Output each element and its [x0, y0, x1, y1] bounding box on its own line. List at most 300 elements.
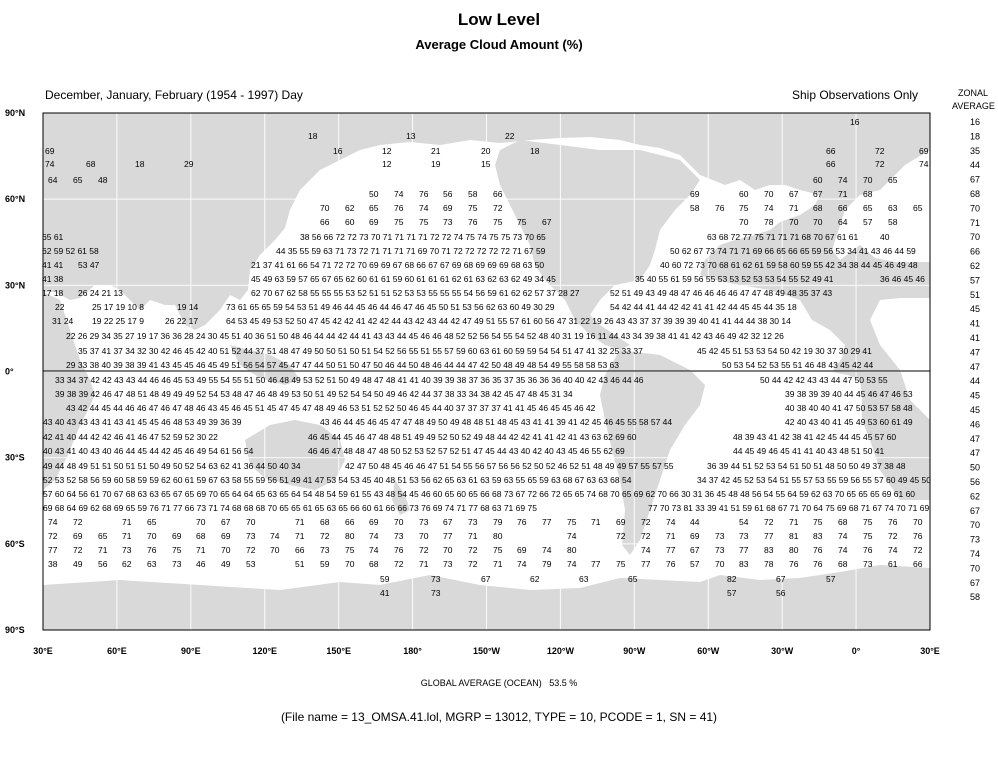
cloud-value: 49 [73, 559, 83, 569]
cloud-value: 40 38 40 40 41 47 50 53 57 58 48 [785, 403, 913, 413]
zonal-average-value: 45 [969, 390, 981, 401]
cloud-value: 57 60 64 56 61 70 67 68 63 63 65 67 65 69 70 65 64 64 65 63 65 64 54 48 54 59 61 55 43 48 54 45 46 60 65 60 65 66 68 73 67 72 66 72 65 65 74 68 70 65 69 62 70 66 30 31 36 45 48 48 56 54 55 64 59 62 63 70 65 65 65 69 61 60 [43, 489, 916, 499]
cloud-value: 43 42 44 45 44 46 46 47 46 47 48 46 43 45 46 45 51 45 47 45 47 48 49 46 53 51 52 52 50 46 45 44 40 37 37 37 37 41 41 45 46 45 45 46 42 [66, 403, 596, 413]
cloud-value: 70 [764, 189, 774, 199]
cloud-value: 76 [517, 517, 527, 527]
cloud-value: 58 [690, 203, 700, 213]
chart-subtitle: Average Cloud Amount (%) [415, 37, 583, 52]
cloud-value: 29 33 38 40 39 38 39 41 43 45 45 46 45 49 51 56 54 57 45 47 47 44 50 51 50 47 50 46 44 50 48 46 44 44 47 42 50 48 49 48 54 49 55 58 58 53 63 [66, 360, 619, 370]
cloud-value: 39 38 39 42 46 47 48 51 48 49 49 49 52 54 53 48 47 46 48 49 53 50 51 49 52 54 54 50 49 46 42 44 37 38 33 34 38 42 45 47 48 45 31 34 [55, 389, 573, 399]
cloud-value: 75 [493, 545, 503, 555]
cloud-value: 62 [530, 574, 540, 584]
cloud-value: 22 26 29 34 35 27 19 17 36 36 28 24 30 45 51 40 36 51 50 48 46 44 44 42 44 41 43 43 44 45 46 46 48 52 52 56 54 55 54 52 48 40 31 19 16 11 44 43 34 39 38 41 41 42 43 46 49 42 32 12 26 [66, 331, 784, 341]
cloud-value: 71 [196, 545, 206, 555]
file-info: (File name = 13_OMSA.41.lol, MGRP = 13012, TYPE = 10, PCODE = 1, SN = 41) [280, 710, 718, 724]
cloud-value: 54 42 44 41 44 42 42 41 41 42 44 45 45 44 35 18 [610, 302, 797, 312]
cloud-value: 70 [270, 545, 280, 555]
zonal-heading-2: AVERAGE [952, 101, 995, 111]
cloud-value: 36 46 45 46 [880, 274, 925, 284]
cloud-value: 71 [295, 531, 305, 541]
cloud-value: 31 24 [52, 316, 74, 326]
cloud-value: 64 [838, 217, 848, 227]
cloud-value: 75 [468, 203, 478, 213]
cloud-value: 15 [481, 159, 491, 169]
cloud-value: 71 [789, 203, 799, 213]
cloud-value: 71 [98, 545, 108, 555]
zonal-average-value: 67 [969, 505, 981, 516]
cloud-value: 68 [813, 203, 823, 213]
zonal-average-value: 44 [969, 160, 981, 171]
zonal-average-value: 73 [969, 534, 981, 545]
cloud-value: 70 [320, 203, 330, 213]
cloud-value: 29 [184, 159, 194, 169]
zonal-average-value: 16 [969, 117, 981, 127]
cloud-value: 77 [641, 559, 651, 569]
cloud-value: 21 [431, 146, 441, 156]
cloud-value: 45 42 45 51 53 53 54 50 42 19 30 37 30 29 41 [697, 346, 872, 356]
cloud-value: 74 [270, 531, 280, 541]
cloud-value: 76 [863, 545, 873, 555]
zonal-average-value: 18 [969, 131, 981, 142]
cloud-value: 65 [628, 574, 638, 584]
cloud-value: 70 [813, 217, 823, 227]
cloud-value: 42 40 43 40 41 45 49 53 60 61 49 [785, 417, 913, 427]
cloud-value: 22 [505, 131, 515, 141]
cloud-value: 56 [776, 588, 786, 598]
cloud-value: 76 [813, 545, 823, 555]
lon-label: 180° [403, 646, 422, 656]
cloud-value: 43 46 44 45 46 45 47 47 48 49 50 49 48 48 51 48 45 43 41 41 39 41 42 45 46 45 55 58 57 44 [320, 417, 673, 427]
cloud-value: 67 [542, 217, 552, 227]
lon-label: 90°W [623, 646, 646, 656]
lon-label: 120°W [546, 646, 574, 656]
cloud-value: 70 [715, 559, 725, 569]
cloud-value: 68 [863, 189, 873, 199]
cloud-value: 48 39 43 41 42 38 41 42 45 44 45 45 57 60 [733, 432, 897, 442]
cloud-value: 44 45 49 46 45 41 41 40 43 48 51 50 41 [733, 446, 885, 456]
cloud-value: 26 24 21 13 [78, 288, 123, 298]
cloud-value: 62 70 67 62 58 55 55 55 53 52 51 51 52 53 53 55 55 55 54 56 59 61 62 62 57 37 28 27 [251, 288, 580, 298]
cloud-value: 81 [789, 531, 799, 541]
cloud-value: 74 [641, 545, 651, 555]
zonal-average-value: 47 [969, 433, 981, 444]
cloud-value: 40 [880, 232, 890, 242]
lon-label: 60°E [107, 646, 127, 656]
cloud-value: 59 [380, 574, 390, 584]
cloud-value: 68 [369, 559, 379, 569]
cloud-value: 38 [48, 559, 58, 569]
zonal-average-value: 51 [969, 289, 981, 300]
cloud-value: 72 [73, 517, 83, 527]
cloud-value: 74 [838, 531, 848, 541]
cloud-value: 22 [55, 302, 65, 312]
cloud-value: 77 [739, 545, 749, 555]
cloud-value: 72 [73, 545, 83, 555]
cloud-value: 79 [542, 559, 552, 569]
cloud-value: 70 [147, 531, 157, 541]
cloud-value: 72 [394, 559, 404, 569]
cloud-value: 65 [73, 175, 83, 185]
cloud-value: 77 [764, 531, 774, 541]
cloud-value: 69 [517, 545, 527, 555]
zonal-average-value: 67 [969, 174, 981, 185]
zonal-average-value: 70 [969, 563, 981, 574]
cloud-value: 73 [122, 545, 132, 555]
cloud-value: 40 43 41 40 43 40 46 44 45 44 42 45 46 49 54 61 56 54 [43, 446, 254, 456]
cloud-value: 44 [690, 517, 700, 527]
cloud-value: 62 [122, 559, 132, 569]
cloud-value: 76 [789, 559, 799, 569]
cloud-value: 76 [419, 189, 429, 199]
cloud-value: 19 [431, 159, 441, 169]
zonal-average-value: 47 [969, 347, 981, 358]
cloud-value: 75 [419, 217, 429, 227]
cloud-value: 75 [813, 517, 823, 527]
cloud-value: 68 [838, 517, 848, 527]
cloud-value: 42 47 50 48 45 46 46 47 51 54 55 56 57 56 56 52 50 52 46 52 51 48 49 49 57 55 57 55 [345, 461, 674, 471]
cloud-value: 74 [517, 559, 527, 569]
cloud-value: 17 18 [42, 288, 64, 298]
cloud-value: 53 [246, 559, 256, 569]
cloud-value: 70 [739, 217, 749, 227]
zonal-average-value: 47 [969, 448, 981, 459]
cloud-value: 67 [789, 189, 799, 199]
cloud-value: 60 [813, 175, 823, 185]
cloud-value: 64 [48, 175, 58, 185]
lon-label: 30°E [920, 646, 940, 656]
zonal-average-value: 68 [969, 189, 981, 199]
zonal-average-value: 41 [969, 333, 981, 343]
cloud-value: 18 [135, 159, 145, 169]
cloud-value: 19 22 25 17 9 [92, 316, 144, 326]
cloud-value: 38 56 66 72 72 73 70 71 71 71 71 72 72 74 75 74 75 75 73 70 65 [300, 232, 546, 242]
cloud-value: 70 [221, 545, 231, 555]
cloud-value: 75 [394, 217, 404, 227]
cloud-value: 57 [863, 217, 873, 227]
cloud-value: 66 [826, 146, 836, 156]
cloud-value: 77 [666, 545, 676, 555]
cloud-value: 72 [875, 146, 885, 156]
lon-label: 150°W [472, 646, 501, 656]
zonal-average-value: 45 [969, 405, 981, 415]
cloud-value: 63 68 72 77 75 71 71 71 68 70 67 61 61 [707, 232, 859, 242]
cloud-value: 68 [86, 159, 96, 169]
cloud-value: 72 [493, 203, 503, 213]
cloud-value: 57 [727, 588, 737, 598]
cloud-value: 36 39 44 51 52 53 54 51 50 51 48 50 50 49 37 38 48 [707, 461, 906, 471]
cloud-value: 74 [567, 559, 577, 569]
cloud-value: 67 [813, 189, 823, 199]
cloud-value: 65 [888, 175, 898, 185]
lon-label: 30°E [33, 646, 53, 656]
cloud-value: 46 46 47 48 48 47 48 50 52 53 52 57 52 51 47 45 44 43 40 42 40 43 45 46 55 62 69 [308, 446, 625, 456]
zonal-average-value: 70 [969, 203, 981, 214]
cloud-value: 69 [369, 517, 379, 527]
cloud-value: 25 17 19 10 8 [92, 302, 144, 312]
cloud-value: 73 [394, 531, 404, 541]
zonal-average-value: 74 [969, 549, 981, 559]
cloud-value: 70 [863, 175, 873, 185]
cloud-value: 39 38 39 39 40 44 45 46 47 46 53 [785, 389, 913, 399]
cloud-value: 75 [616, 559, 626, 569]
cloud-value: 75 [345, 545, 355, 555]
zonal-average-value: 45 [969, 304, 981, 315]
cloud-value: 41 38 [42, 274, 64, 284]
cloud-value: 63 [579, 574, 589, 584]
cloud-value: 71 [838, 189, 848, 199]
cloud-value: 70 [419, 531, 429, 541]
chart-title: Low Level [457, 10, 541, 29]
cloud-value: 44 35 55 59 63 71 73 72 71 71 71 71 69 70 71 72 72 72 72 72 71 67 59 [276, 246, 546, 256]
cloud-value: 50 44 42 42 43 43 44 47 50 53 55 [760, 375, 888, 385]
cloud-value: 78 [764, 217, 774, 227]
cloud-value: 71 [419, 559, 429, 569]
cloud-value: 51 [295, 559, 305, 569]
cloud-value: 74 [369, 545, 379, 555]
cloud-value: 76 [468, 217, 478, 227]
cloud-value: 72 [419, 545, 429, 555]
cloud-value: 69 [45, 146, 55, 156]
cloud-value: 65 [913, 203, 923, 213]
cloud-value: 71 [122, 517, 132, 527]
cloud-value: 34 37 42 45 52 53 54 51 55 57 53 55 59 56 55 57 60 49 45 50 [697, 475, 931, 485]
cloud-value: 80 [789, 545, 799, 555]
cloud-value: 72 [616, 531, 626, 541]
cloud-value: 73 61 65 65 59 54 53 51 49 46 44 45 46 44 46 47 46 45 50 51 53 56 62 63 60 49 30 29 [226, 302, 555, 312]
cloud-value: 70 [789, 217, 799, 227]
cloud-value: 69 [690, 189, 700, 199]
cloud-value: 63 [888, 203, 898, 213]
cloud-value: 57 [826, 574, 836, 584]
cloud-value: 43 40 43 43 43 41 43 41 45 45 46 48 53 49 39 36 39 [43, 417, 242, 427]
zonal-average-value: 57 [969, 275, 981, 286]
cloud-value: 19 14 [177, 302, 199, 312]
cloud-value: 26 22 17 [165, 316, 199, 326]
cloud-value: 52 53 52 58 56 59 60 58 59 59 62 60 61 59 67 63 58 55 59 56 51 49 41 47 53 54 53 45 40 48 51 53 56 62 65 63 61 63 59 63 55 65 59 63 68 67 63 63 68 54 [43, 475, 632, 485]
cloud-value: 68 [838, 559, 848, 569]
cloud-value: 59 [320, 559, 330, 569]
cloud-value: 78 [764, 559, 774, 569]
cloud-value: 73 [320, 545, 330, 555]
cloud-value: 33 34 37 42 42 43 43 44 46 46 45 53 49 55 54 55 51 50 46 48 49 53 52 51 50 49 48 47 48 41 41 40 39 39 38 37 36 35 37 35 36 36 36 40 40 42 43 46 44 46 [55, 375, 644, 385]
cloud-value: 70 [443, 545, 453, 555]
cloud-value: 50 62 67 73 74 71 71 69 66 65 66 65 59 56 53 34 41 43 46 44 59 [670, 246, 916, 256]
cloud-value: 46 45 44 45 46 47 48 48 51 49 49 52 50 52 49 48 44 42 42 41 41 42 41 43 63 62 69 60 [308, 432, 637, 442]
zonal-average-value: 70 [969, 520, 981, 531]
source-note: Ship Observations Only [792, 88, 919, 102]
cloud-value: 69 [221, 531, 231, 541]
cloud-value: 74 [567, 531, 577, 541]
cloud-value: 49 44 48 49 51 51 50 51 51 50 49 50 52 54 63 62 41 36 44 50 40 34 [43, 461, 301, 471]
cloud-value: 72 [888, 531, 898, 541]
cloud-value: 77 [591, 559, 601, 569]
cloud-value: 73 [715, 531, 725, 541]
cloud-value: 13 [406, 131, 416, 141]
cloud-value: 67 [776, 574, 786, 584]
cloud-value: 66 [838, 203, 848, 213]
cloud-value: 73 [443, 217, 453, 227]
zonal-average-value: 50 [969, 462, 981, 473]
cloud-value: 66 [320, 217, 330, 227]
cloud-value: 49 [221, 559, 231, 569]
zonal-average-value: 41 [969, 318, 981, 329]
cloud-value: 54 [739, 517, 749, 527]
lon-label: 30°W [771, 646, 794, 656]
cloud-value: 83 [813, 531, 823, 541]
cloud-value: 79 [493, 517, 503, 527]
cloud-value: 65 [98, 531, 108, 541]
lat-label: 90°N [5, 108, 26, 118]
cloud-value: 80 [493, 531, 503, 541]
cloud-value: 83 [764, 545, 774, 555]
zonal-average-value: 58 [969, 592, 981, 603]
cloud-value: 56 [443, 189, 453, 199]
cloud-value: 67 [221, 517, 231, 527]
cloud-value: 75 [863, 531, 873, 541]
cloud-value: 73 [715, 545, 725, 555]
cloud-value: 76 [666, 559, 676, 569]
cloud-value: 73 [419, 517, 429, 527]
cloud-value: 69 [443, 203, 453, 213]
cloud-value: 76 [715, 203, 725, 213]
cloud-value: 73 [443, 559, 453, 569]
cloud-value: 60 [739, 189, 749, 199]
zonal-average-value: 44 [969, 376, 981, 387]
cloud-value: 76 [888, 517, 898, 527]
cloud-value: 58 [468, 189, 478, 199]
lat-label: 30°S [5, 452, 25, 463]
cloud-value: 61 [888, 559, 898, 569]
zonal-average-value: 71 [969, 217, 981, 228]
cloud-value: 65 [369, 203, 379, 213]
cloud-value: 71 [122, 531, 132, 541]
cloud-value: 65 [863, 203, 873, 213]
cloud-value: 73 [431, 574, 441, 584]
cloud-value: 72 [764, 517, 774, 527]
cloud-value: 77 [443, 531, 453, 541]
cloud-value: 69 [369, 217, 379, 227]
cloud-value: 69 [690, 531, 700, 541]
cloud-value: 73 [431, 588, 441, 598]
cloud-value: 73 [246, 531, 256, 541]
cloud-value: 73 [739, 531, 749, 541]
cloud-value: 71 [789, 517, 799, 527]
cloud-value: 69 68 64 69 62 68 69 65 59 76 71 77 66 73 71 74 68 68 68 70 65 65 61 65 63 65 66 60 61 66 66 73 76 69 74 71 77 68 63 71 69 75 [43, 503, 537, 513]
cloud-value: 73 [468, 517, 478, 527]
cloud-value: 60 [345, 217, 355, 227]
cloud-value: 46 [196, 559, 206, 569]
cloud-value: 66 [295, 545, 305, 555]
cloud-value: 75 [493, 217, 503, 227]
cloud-value: 74 [48, 517, 58, 527]
cloud-value: 69 [73, 531, 83, 541]
cloud-value: 74 [838, 545, 848, 555]
global-average-label: GLOBAL AVERAGE (OCEAN) [420, 678, 542, 688]
cloud-value: 52 51 49 43 49 48 47 46 46 46 46 47 47 48 49 48 35 37 43 [610, 288, 833, 298]
cloud-value: 72 [641, 531, 651, 541]
cloud-value: 35 37 41 37 34 32 30 42 46 45 42 40 51 52 44 37 51 48 47 49 50 50 51 50 51 54 52 56 55 51 55 57 59 60 63 61 60 59 59 54 54 51 47 41 32 25 33 37 [78, 346, 643, 356]
cloud-value: 67 [443, 517, 453, 527]
cloud-value: 71 [493, 559, 503, 569]
cloud-value: 35 40 55 61 59 56 55 53 53 52 53 53 54 55 52 49 41 [635, 274, 834, 284]
lat-label: 60°S [5, 538, 25, 549]
cloud-value: 74 [666, 517, 676, 527]
cloud-value: 18 [308, 131, 318, 141]
cloud-value: 73 [172, 559, 182, 569]
cloud-value: 80 [567, 545, 577, 555]
cloud-value: 77 70 73 81 33 39 41 51 59 61 68 67 71 70 64 75 69 68 71 67 74 70 71 69 [648, 503, 930, 513]
cloud-value: 75 [863, 517, 873, 527]
cloud-value: 41 [380, 588, 390, 598]
lat-label: 30°N [5, 280, 26, 291]
cloud-value: 72 [875, 159, 885, 169]
cloud-value: 70 [246, 517, 256, 527]
cloud-value: 77 [542, 517, 552, 527]
zonal-average-value: 62 [969, 261, 981, 271]
cloud-value: 42 41 40 44 42 42 46 41 46 47 52 59 52 30 22 [43, 432, 218, 442]
cloud-value: 72 [468, 559, 478, 569]
cloud-value: 18 [530, 146, 540, 156]
cloud-value: 83 [739, 559, 749, 569]
cloud-value: 57 [690, 559, 700, 569]
cloud-value: 74 [419, 203, 429, 213]
cloud-value: 71 [591, 517, 601, 527]
cloud-value: 75 [517, 217, 527, 227]
cloud-value: 75 [567, 517, 577, 527]
cloud-value: 74 [369, 531, 379, 541]
cloud-value: 65 [147, 517, 157, 527]
cloud-value: 56 [98, 559, 108, 569]
cloud-value: 66 [913, 559, 923, 569]
zonal-average-value: 46 [969, 419, 981, 430]
cloud-value: 74 [542, 545, 552, 555]
cloud-value: 76 [147, 545, 157, 555]
cloud-value: 68 [320, 517, 330, 527]
lat-label: 90°S [5, 625, 25, 635]
zonal-averages [970, 117, 980, 602]
cloud-value: 68 [196, 531, 206, 541]
lat-label: 60°N [5, 194, 26, 205]
cloud-value: 67 [481, 574, 491, 584]
cloud-value: 77 [48, 545, 58, 555]
zonal-heading: ZONAL [958, 88, 989, 98]
cloud-value: 65 61 [42, 232, 64, 242]
zonal-average-value: 47 [969, 361, 981, 372]
cloud-value: 12 [382, 146, 392, 156]
cloud-value: 74 [919, 159, 929, 169]
cloud-value: 53 47 [78, 260, 100, 270]
cloud-value: 63 [147, 559, 157, 569]
cloud-value: 16 [850, 117, 860, 127]
cloud-value: 50 53 54 52 53 55 51 46 48 43 45 42 44 [722, 360, 874, 370]
cloud-value: 67 [690, 545, 700, 555]
cloud-value: 72 [641, 517, 651, 527]
zonal-average-value: 67 [969, 577, 981, 588]
cloud-value: 70 [394, 517, 404, 527]
cloud-value: 64 53 45 49 53 52 50 47 45 42 42 41 42 42 44 43 42 43 44 42 47 49 51 55 57 61 60 56 47 31 22 19 26 43 43 37 37 39 39 39 40 41 41 44 44 38 30 14 [226, 316, 791, 326]
cloud-value: 71 [666, 531, 676, 541]
cloud-value: 76 [394, 545, 404, 555]
lon-label: 60°W [697, 646, 720, 656]
cloud-value: 69 [919, 146, 929, 156]
cloud-value: 20 [481, 146, 491, 156]
cloud-value: 72 [913, 545, 923, 555]
cloud-value: 74 [45, 159, 55, 169]
cloud-value: 74 [394, 189, 404, 199]
lon-label: 90°E [181, 646, 201, 656]
global-average [0, 678, 998, 688]
cloud-value: 21 37 41 61 66 54 71 72 72 70 69 69 67 68 66 67 67 69 68 69 69 69 68 63 50 [251, 260, 545, 270]
